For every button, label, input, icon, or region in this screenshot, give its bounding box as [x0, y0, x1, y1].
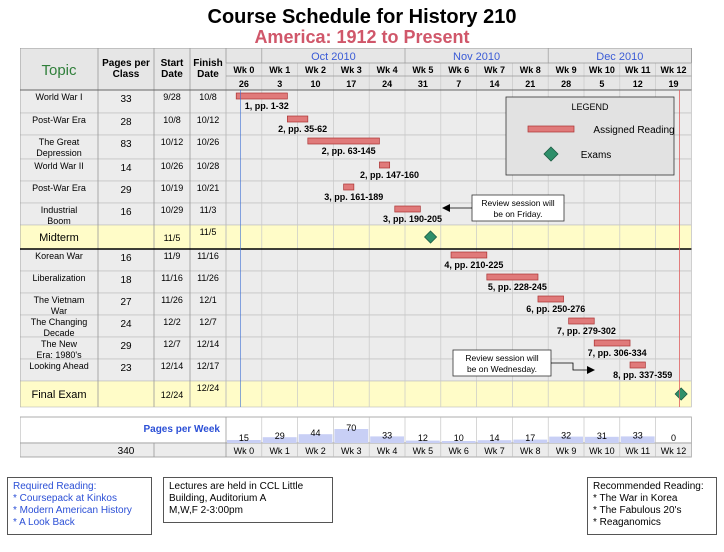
row-start: 10/29: [160, 205, 184, 215]
row-pages: 18: [120, 275, 132, 286]
pages-per-week-value: 70: [346, 423, 357, 433]
recommended-reading-item: * The War in Korea: [593, 493, 678, 504]
row-pages: 83: [120, 139, 132, 150]
row-topic: The Great: [38, 137, 80, 147]
row-start: 11/26: [161, 295, 183, 305]
row-pages: 16: [120, 207, 132, 218]
footer-week-label: Wk 1: [269, 446, 290, 456]
week-label: Wk 4: [376, 65, 398, 75]
row-topic: The Changing: [30, 317, 88, 327]
week-date: 31: [417, 79, 428, 89]
topic-header: Topic: [41, 62, 77, 79]
week-date: 24: [382, 79, 393, 89]
required-reading-title: Required Reading:: [13, 481, 97, 492]
reading-bar: [451, 252, 487, 258]
callout-wednesday-text: Review session will: [465, 353, 539, 363]
week-label: Wk 10: [588, 65, 615, 75]
week-label: Wk 1: [269, 65, 291, 75]
month-label: Nov 2010: [453, 51, 501, 63]
row-finish: 10/26: [196, 137, 220, 147]
gantt-chart: [20, 48, 696, 476]
pages-per-week-value: 31: [596, 430, 607, 441]
required-reading-item: * Modern American History: [13, 505, 132, 516]
footer-week-label: Wk 11: [625, 446, 651, 456]
exam-topic: Final Exam: [31, 389, 87, 401]
week-date: 7: [456, 79, 462, 89]
week-date: 21: [525, 79, 536, 89]
month-label: Oct 2010: [311, 51, 356, 63]
week-date: 10: [310, 79, 321, 89]
week-date: 26: [238, 79, 249, 89]
row-topic: Korean War: [35, 251, 83, 261]
reading-bar: [594, 340, 630, 346]
footer-week-label: Wk 0: [233, 446, 255, 456]
lecture-info-line: Building, Auditorium A: [169, 493, 267, 504]
week-label: Wk 8: [519, 65, 541, 75]
week-label: Wk 9: [555, 65, 577, 75]
row-start: 10/8: [163, 115, 181, 125]
reading-label: 7, pp. 306-334: [587, 348, 647, 358]
footer-week-label: Wk 4: [376, 446, 398, 456]
row-start: 10/12: [160, 137, 184, 147]
reading-label: 3, pp. 161-189: [324, 192, 384, 202]
row-pages: 23: [120, 363, 132, 374]
reading-bar: [236, 93, 287, 99]
row-finish: 11/3: [199, 205, 217, 215]
pages-per-week-value: 44: [310, 428, 321, 439]
row-pages: 16: [120, 253, 132, 264]
row-finish: 12/14: [196, 339, 220, 349]
pages-per-week-value: 33: [382, 430, 393, 441]
row-start: 10/19: [160, 183, 184, 193]
row-topic: Liberalization: [32, 273, 86, 283]
row-pages: 29: [120, 185, 132, 196]
row-topic: Post-War Era: [32, 183, 86, 193]
row-finish: 10/8: [199, 92, 217, 102]
recommended-reading-title: Recommended Reading:: [593, 481, 704, 492]
footer-week-label: Wk 3: [341, 446, 362, 456]
week-label: Wk 7: [483, 65, 506, 75]
row-pages: 27: [120, 297, 132, 308]
week-label: Wk 5: [412, 65, 434, 75]
row-topic: The Vietnam: [33, 295, 85, 305]
reading-bar: [344, 184, 354, 190]
row-topic: Decade: [43, 328, 75, 338]
exam-row: [20, 381, 691, 407]
row-topic: World War I: [35, 92, 83, 102]
pages-per-week-label: Pages per Week: [143, 424, 220, 435]
legend-reading-swatch: [528, 126, 574, 132]
lecture-info-line: Lectures are held in CCL Little: [169, 481, 304, 492]
reading-bar: [538, 296, 564, 302]
pages-per-class-header: Class: [112, 69, 140, 80]
week-label: Wk 6: [448, 65, 470, 75]
reading-bar: [569, 318, 595, 324]
finish-date-header: Finish: [193, 58, 223, 69]
legend-exam-label: Exams: [580, 150, 612, 161]
row-start: 11/16: [161, 273, 183, 283]
reading-label: 3, pp. 190-205: [383, 214, 443, 224]
reading-bar: [379, 162, 389, 168]
week-date: 28: [561, 79, 572, 89]
row-start: 11/9: [163, 251, 181, 261]
row-finish: 11/5: [199, 227, 217, 237]
reading-label: 2, pp. 35-62: [278, 124, 328, 134]
row-topic: Era: 1980's: [36, 350, 82, 360]
week-date: 14: [489, 79, 500, 89]
footer-week-label: Wk 8: [520, 446, 541, 456]
row-finish: 10/12: [196, 115, 220, 125]
reading-bar: [630, 362, 645, 368]
row-pages: 29: [120, 341, 132, 352]
reading-bar: [287, 116, 307, 122]
week-date: 3: [277, 79, 283, 89]
row-topic: Looking Ahead: [29, 361, 89, 371]
row-pages: 28: [120, 117, 132, 128]
week-date: 5: [599, 79, 605, 89]
reading-bar: [395, 206, 421, 212]
recommended-reading-item: * The Fabulous 20's: [593, 505, 682, 516]
total-pages: 340: [117, 446, 135, 457]
row-topic: Industrial: [40, 205, 78, 215]
pages-per-week-value: 17: [525, 433, 536, 443]
reading-label: 5, pp. 228-245: [487, 282, 547, 292]
reading-label: 1, pp. 1-32: [244, 101, 289, 111]
callout-friday-text: be on Friday.: [493, 209, 543, 219]
row-start: 9/28: [163, 92, 181, 102]
pages-per-week-value: 14: [489, 433, 500, 443]
required-reading-item: * Coursepack at Kinkos: [13, 493, 117, 504]
week-label: Wk 3: [340, 65, 362, 75]
row-topic: The New: [40, 339, 78, 349]
row-finish: 12/17: [196, 361, 220, 371]
reading-label: 6, pp. 250-276: [526, 304, 586, 314]
row-finish: 10/21: [196, 183, 220, 193]
row-topic: War: [50, 306, 68, 316]
pages-per-week-value: 12: [417, 433, 428, 443]
row-start: 12/24: [160, 390, 184, 400]
lecture-info-note: [163, 477, 333, 523]
reading-label: 2, pp. 147-160: [360, 170, 420, 180]
recommended-reading-item: * Reaganomics: [593, 517, 661, 528]
start-date-header: Start: [160, 58, 184, 69]
week-label: Wk 2: [304, 65, 327, 75]
row-finish: 11/26: [197, 273, 219, 283]
row-pages: 14: [120, 163, 132, 174]
week-date: 12: [632, 79, 643, 89]
required-reading-note: [7, 477, 152, 535]
page-subtitle: America: 1912 to Present: [254, 27, 470, 47]
pages-per-week-value: 33: [632, 430, 643, 441]
week-label: Wk 11: [624, 65, 651, 75]
footer-week-label: Wk 10: [589, 446, 615, 456]
row-finish: 10/28: [196, 161, 220, 171]
footer-week-label: Wk 7: [484, 446, 505, 456]
row-start: 12/7: [163, 339, 181, 349]
exam-topic: Midterm: [39, 232, 79, 244]
finish-date-header: Date: [197, 69, 219, 80]
legend-title: LEGEND: [571, 102, 609, 112]
row-start: 12/14: [160, 361, 184, 371]
row-finish: 12/24: [196, 383, 220, 393]
row-pages: 24: [120, 319, 132, 330]
reading-label: 8, pp. 337-359: [613, 370, 673, 380]
reading-bar: [308, 138, 380, 144]
callout-wednesday-text: be on Wednesday.: [466, 364, 538, 374]
reading-label: 2, pp. 63-145: [321, 146, 376, 156]
footer-week-label: Wk 5: [412, 446, 434, 456]
row-finish: 11/16: [197, 251, 219, 261]
recommended-reading-note: [587, 477, 717, 535]
exam-row: [20, 225, 691, 249]
required-reading-item: * A Look Back: [13, 517, 75, 528]
reading-bar: [487, 274, 538, 280]
row-topic: Boom: [47, 216, 71, 226]
row-finish: 12/1: [199, 295, 217, 305]
row-start: 10/26: [160, 161, 184, 171]
callout-friday-text: Review session will: [481, 198, 555, 208]
week-date: 17: [346, 79, 357, 89]
footer-week-label: Wk 12: [660, 446, 687, 456]
footer-week-label: Wk 9: [555, 446, 577, 456]
pages-per-week-value: 32: [561, 430, 572, 441]
row-start: 11/5: [163, 233, 181, 243]
pages-per-week-value: 15: [238, 433, 249, 443]
start-date-header: Date: [161, 69, 183, 80]
week-label: Wk 0: [233, 65, 255, 75]
row-topic: World War II: [34, 161, 84, 171]
week-date: 19: [668, 79, 679, 89]
footer-week-label: Wk 2: [305, 446, 326, 456]
month-label: Dec 2010: [596, 51, 644, 63]
row-topic: Post-War Era: [32, 115, 86, 125]
row-topic: Depression: [36, 148, 82, 158]
reading-label: 7, pp. 279-302: [556, 326, 616, 336]
row-finish: 12/7: [199, 317, 217, 327]
reading-label: 4, pp. 210-225: [444, 260, 504, 270]
row-pages: 33: [120, 94, 132, 105]
week-label: Wk 12: [660, 65, 687, 75]
lecture-info-line: M,W,F 2-3:00pm: [169, 505, 243, 516]
pages-per-week-value: 10: [453, 433, 464, 443]
page-title: Course Schedule for History 210: [207, 6, 517, 28]
pages-per-class-header: Pages per: [102, 58, 150, 69]
pages-per-week-value: 29: [274, 431, 285, 442]
row-start: 12/2: [163, 317, 181, 327]
legend-reading-label: Assigned Reading: [593, 125, 675, 136]
pages-per-week-value: 0: [670, 433, 677, 443]
footer-week-label: Wk 6: [448, 446, 469, 456]
